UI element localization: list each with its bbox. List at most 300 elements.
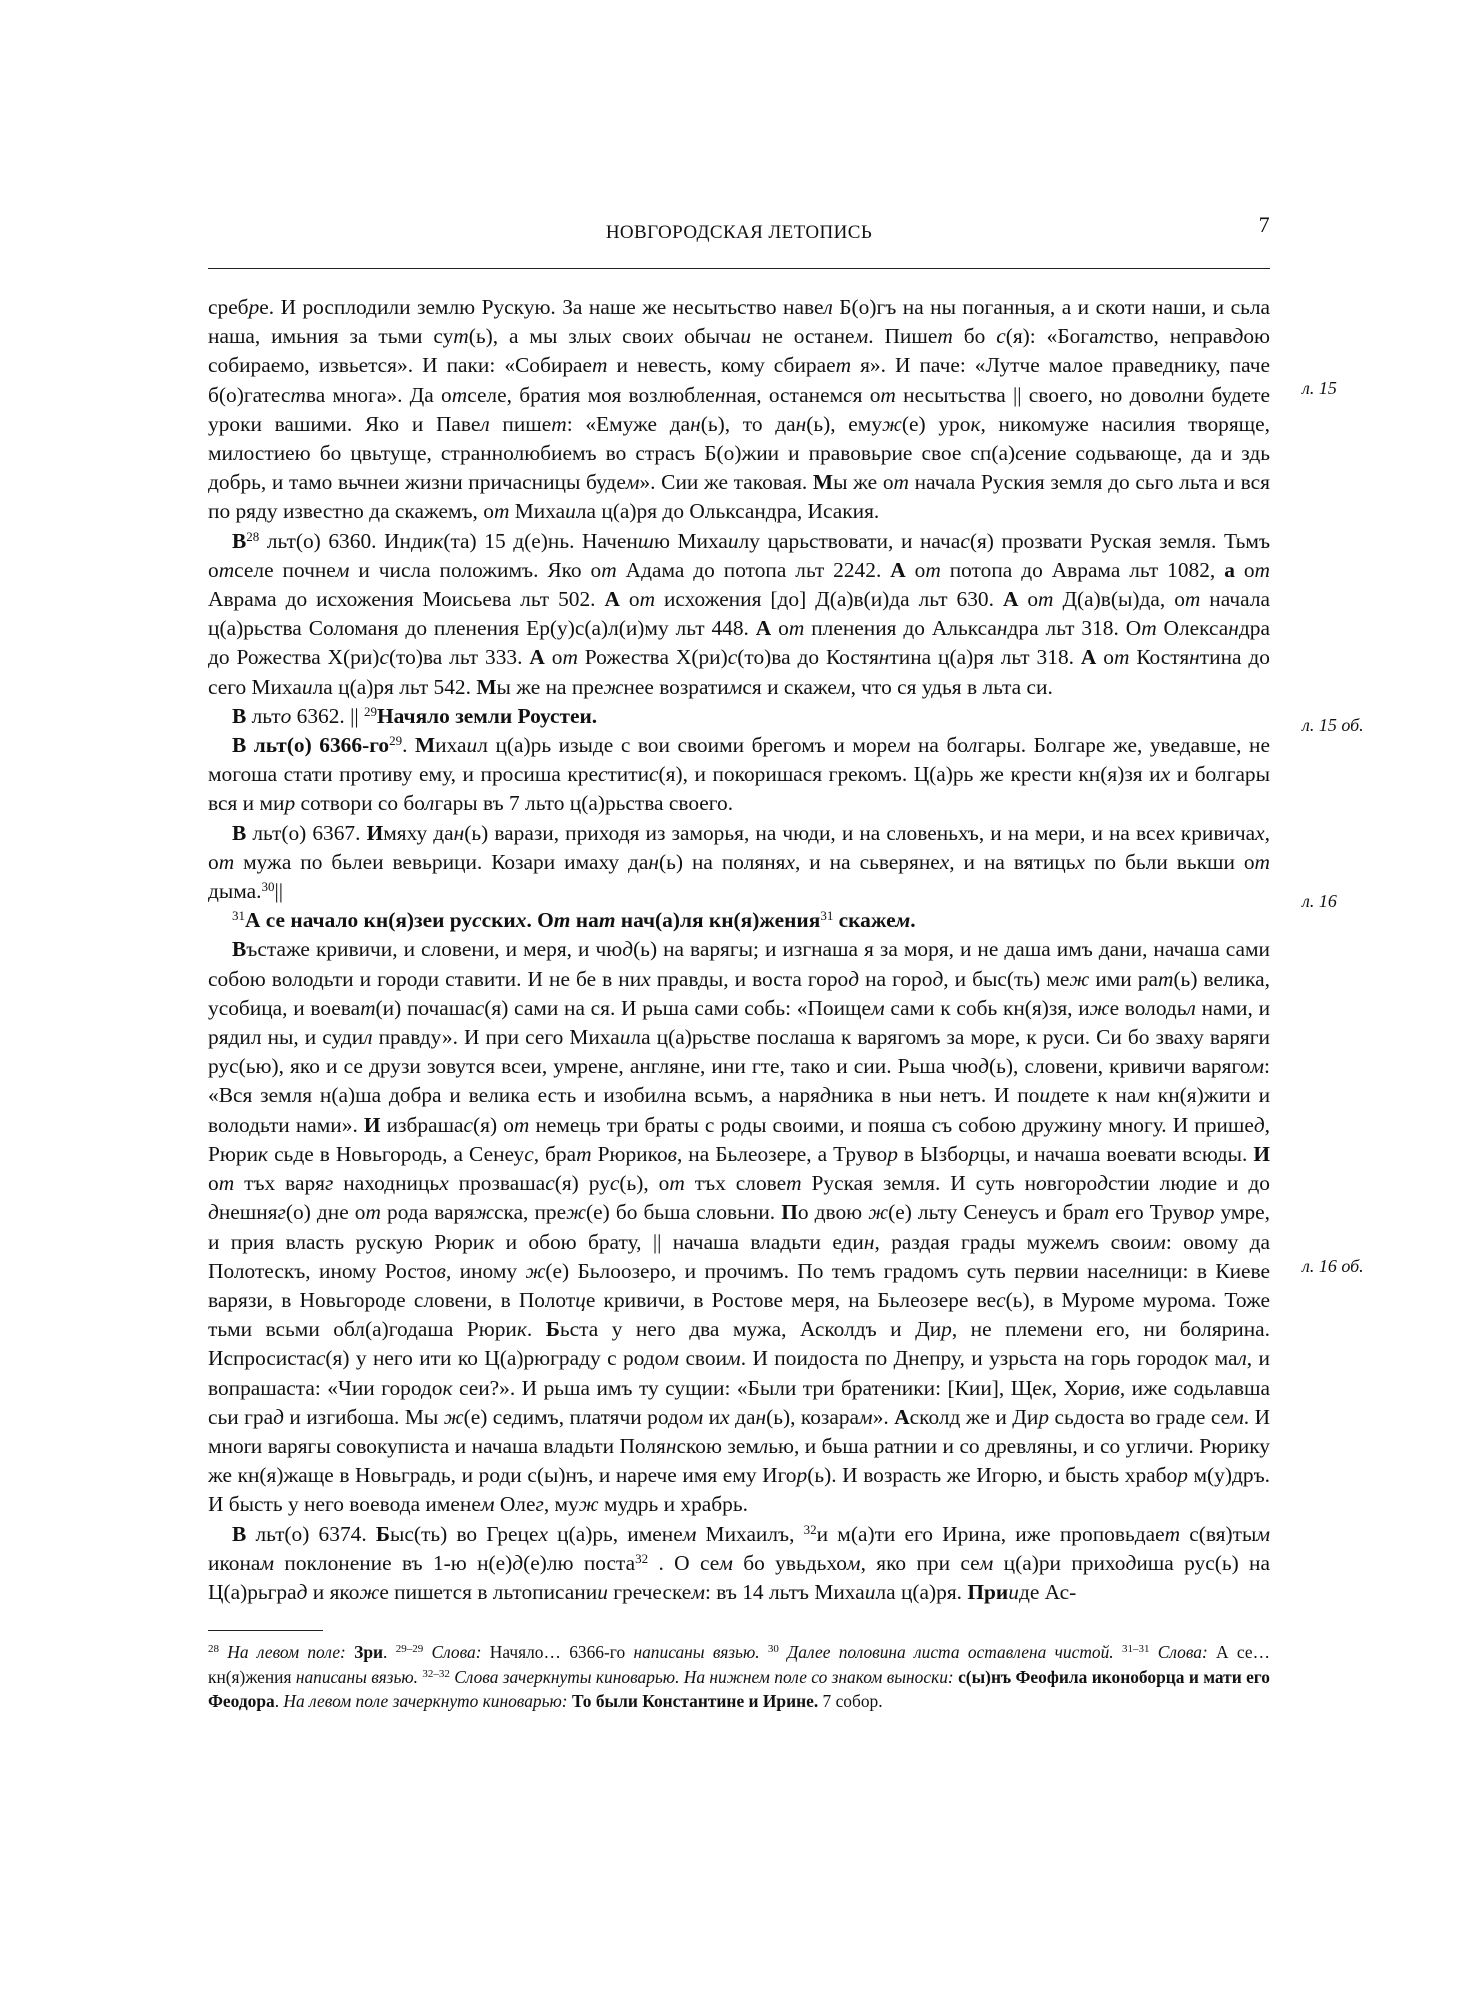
text-run: о двою (797, 1200, 869, 1225)
text-run: М (476, 674, 497, 699)
text-run: т (893, 470, 909, 495)
text-run: Оле (494, 1492, 536, 1517)
text-run: (ь), о (619, 1171, 670, 1196)
text-run: тъх слове (684, 1171, 787, 1196)
text-run: м (846, 1550, 861, 1575)
text-run: (е) Бьлоозеро, и прочимъ. По темъ градомъ суть пе (545, 1258, 1036, 1283)
text-run: л (968, 733, 978, 758)
text-run: Б (375, 1521, 391, 1546)
text-run: . (274, 1691, 284, 1711)
footnote-ref: 31 (232, 908, 245, 924)
text-run: ыс(ть) во Греце (390, 1521, 539, 1546)
text-run: т (937, 324, 953, 349)
text-run: т (451, 382, 468, 407)
text-run: Зри (354, 1642, 384, 1662)
text-run: с (379, 645, 389, 670)
text-run: ж (578, 1492, 599, 1517)
text-run: м (1074, 1229, 1089, 1254)
text-run: бо увьдьхо (732, 1550, 847, 1575)
text-run: л (1171, 382, 1182, 407)
text-run: т (1184, 587, 1201, 612)
text-run: : овому да Полотескъ, иному Росто (208, 1229, 1271, 1283)
text-run: т (1141, 616, 1157, 641)
text-run: с (597, 762, 608, 787)
text-run: (то)ва до Костя (737, 645, 879, 670)
text-run: д (848, 966, 860, 991)
text-run: (ь), в Муроме мурома. Тоже тьми всьми обл(а)годаша Рюри (208, 1287, 1270, 1342)
text-run: (ь), ему (806, 411, 883, 436)
text-run: т (1098, 324, 1115, 349)
text-run: (то)ва льт 333. (388, 645, 530, 670)
text-run: н (665, 1433, 677, 1458)
text-run: написаны вязью. (295, 1666, 418, 1687)
text-run: л (656, 1083, 666, 1108)
text-run: Руская земля. И суть н (801, 1171, 1037, 1196)
text-run: с (996, 1287, 1006, 1312)
text-run: т (925, 557, 941, 582)
text-run: д (512, 1550, 524, 1575)
text-run: р (1038, 1404, 1050, 1429)
footnote-ref: 29 (364, 703, 378, 719)
text-run: с (609, 1171, 620, 1196)
text-run: льт(о) 6367. (246, 820, 367, 845)
text-run: г (277, 1200, 286, 1225)
paragraph (208, 935, 1270, 1519)
paragraph (208, 527, 1270, 702)
text-run: да (729, 1404, 756, 1429)
footnote-ref: 31 (820, 908, 834, 924)
text-run: В (232, 1521, 247, 1546)
text-run: , и на сьверяне (795, 849, 940, 874)
text-run: м (1136, 1083, 1150, 1108)
text-run: к (1041, 1375, 1052, 1400)
text-run: с (474, 995, 485, 1020)
text-run: , и быс(ть) ме (943, 966, 1070, 991)
text-run: . (383, 1642, 396, 1662)
text-run: р (248, 295, 260, 319)
header-rule (208, 268, 1270, 269)
text-run (1114, 1642, 1122, 1662)
text-run: с (1015, 441, 1025, 466)
text-run: В (232, 703, 247, 728)
text-run: тъх варя (234, 1171, 325, 1196)
text-run: поклонение въ 1-ю н(е) (274, 1550, 513, 1575)
text-run: м (625, 470, 640, 495)
text-run: о (208, 1171, 219, 1196)
text-run: х (1075, 849, 1085, 874)
text-run: . И поидоста по Днепру, и узрьста на горь городо (740, 1346, 1199, 1371)
text-run: с (315, 1346, 326, 1371)
text-run: т (669, 1171, 685, 1196)
text-run: селе почне (234, 557, 336, 582)
text-run: х (1165, 820, 1175, 845)
text-run: Б(о)гъ на ны поганныя, а и скоти наши, и сьла наша, имьния за тьми су (208, 295, 1270, 349)
footnote-rule (208, 1630, 323, 1631)
text-run: т (1038, 587, 1054, 612)
text-run: ж (474, 1200, 494, 1225)
text-run: к (258, 1141, 269, 1166)
text-run: находниць (333, 1171, 440, 1196)
text-run: и изгибоша. Мы (283, 1404, 444, 1429)
footnote-ref: 30 (767, 1643, 779, 1655)
text-run: ника в ньи нетъ. И по (830, 1083, 1040, 1108)
text-run: свои (679, 1346, 728, 1371)
text-run: селе, братия моя возлюбле (467, 382, 715, 407)
text-run: де Ас- (1018, 1579, 1077, 1604)
text-run: Олекса (1156, 616, 1229, 641)
text-run: ». Сии же таковая. (639, 470, 813, 495)
text-run: д (932, 966, 944, 991)
text-run: прозваша (448, 1171, 546, 1196)
text-run: ими ра (1089, 966, 1158, 991)
text-run: иха (435, 733, 467, 758)
text-run: дра льт 318. О (1007, 616, 1142, 641)
text-run: нешня (218, 1200, 278, 1225)
text-run: иша рус(ь) на Ц(а)рьгра (208, 1550, 1270, 1604)
text-run: бо (952, 324, 997, 349)
text-run: ла ц(а)ря до Ольксандра, Исакия. (575, 499, 880, 524)
footnote-ref: 32 (635, 1550, 649, 1566)
text-run: А (604, 587, 620, 612)
text-run: т (835, 353, 852, 378)
text-run: с(ы)нъ Феофила иконоборца и мати его Феодора (208, 1666, 1270, 1711)
text-run: (ь). И возрасть же Игорю, и бысть храбо (807, 1463, 1178, 1488)
text-run: (ь), козара (766, 1404, 860, 1429)
text-run: (я) о (473, 1112, 514, 1137)
text-run: ою собираемо, извьется». И паки: «Собирае (208, 324, 1270, 378)
text-run: м (1256, 1521, 1270, 1546)
paragraph (208, 702, 1270, 731)
text-run: Д(а)в(ы)да, о (1053, 587, 1185, 612)
text-run: ла ц(а)ря. (875, 1579, 968, 1604)
text-run: ж (443, 1404, 464, 1429)
text-run: с (545, 1171, 555, 1196)
text-run: с (960, 528, 970, 553)
text-run: м (682, 1521, 697, 1546)
section-heading (208, 906, 1270, 935)
text-run: м (979, 1550, 994, 1575)
text-run: р (796, 1463, 808, 1488)
text-run: (ь) варази, приходя из заморья, на чюди, и на словеньхъ, и на мери, и на все (464, 820, 1166, 845)
running-title: НОВГОРОДСКАЯ ЛЕТОПИСЬ (605, 222, 873, 243)
text-run: ла ц(а)ря льт 542. (312, 674, 477, 699)
text-run: гары въ 7 льто ц(а)рьства своего. (434, 791, 734, 816)
text-run: и обою брату, || начаша владьти еди (494, 1229, 864, 1254)
text-run: (я): «Бога (1005, 324, 1099, 349)
text-run: (я) у него ити ко Ц(а)рюграду с родо (325, 1346, 666, 1371)
text-run: ж (1089, 995, 1110, 1020)
text-run: стии людие и до (1108, 1171, 1270, 1196)
footnotes (208, 1640, 1270, 1714)
text-run (760, 1642, 768, 1662)
text-run: м (719, 1550, 733, 1575)
text-run: А се… кн(я)жения (208, 1642, 1270, 1687)
text-run: д (820, 1083, 831, 1108)
text-run: рода варя (380, 1200, 475, 1225)
text-run: среб (208, 295, 249, 319)
text-run: и (466, 733, 478, 758)
text-run: р (284, 791, 296, 816)
text-run: сотвори со бо (295, 791, 425, 816)
text-run: (е) бо бьша словьни. (586, 1200, 782, 1225)
text-run: х (939, 849, 950, 874)
text-run: начала Руския земля до сьго льта и вся по ряду известно да скажемъ, о (208, 470, 1270, 524)
text-run: сьде в Новьгородь, а Сенеу (268, 1141, 525, 1166)
text-run: и (740, 324, 752, 349)
text-run: И (363, 1112, 381, 1137)
text-run: х (439, 1171, 449, 1196)
text-run: и (301, 674, 313, 699)
text-run: и (864, 1579, 876, 1604)
text-run: на (570, 908, 599, 933)
text-run: ение содьвающе, да и здь добрь, и тамо вьчнеи жизни причасницы буде (208, 441, 1270, 495)
text-run: о (1234, 557, 1255, 582)
text-run: д (1232, 324, 1244, 349)
running-head (208, 212, 1270, 247)
text-run: ы же о (833, 470, 894, 495)
text-run: т (880, 382, 896, 407)
text-run: ски (481, 908, 516, 933)
text-run: сколд же и Ди (909, 1404, 1039, 1429)
paragraph (208, 293, 1270, 527)
text-run: л (425, 791, 435, 816)
text-run: . И мноrи варягы совокуписта и начаша владьти Поля (208, 1404, 1271, 1458)
text-run: (ь), то да (700, 411, 796, 436)
text-run: ная, останем (725, 382, 844, 407)
text-run: д (978, 1054, 989, 1079)
text-run: я». И паче: «Лутче малое праведнику, паче б(о)гатес (208, 353, 1271, 407)
text-run: е володь (1109, 995, 1187, 1020)
text-run: р (887, 1141, 898, 1166)
text-run: с (843, 382, 853, 407)
text-run: ска, пре (494, 1200, 567, 1225)
text-run: ы же на пре (496, 674, 604, 699)
text-run: кривича (1174, 820, 1256, 845)
text-run: н (714, 382, 726, 407)
text-run: м(у)дръ. И бысть у него воевода имене (208, 1463, 1270, 1517)
text-run: м (1250, 1054, 1265, 1079)
text-run: я о (852, 382, 881, 407)
text-run: , раздая грады муже (874, 1229, 1075, 1254)
text-run: (я) сами на ся. И рьша сами собь: «Поище (484, 995, 871, 1020)
text-run: Рожества Х(ри) (577, 645, 728, 670)
text-run: ьста у него два мужа, Асколдъ и Ди (559, 1317, 942, 1342)
text-run: т (1254, 849, 1270, 874)
text-run: д (1097, 1171, 1108, 1196)
text-run: мудрь и храбрь. (598, 1492, 748, 1517)
text-run: А (755, 616, 772, 641)
text-run: ж (525, 1258, 546, 1283)
text-run: 7 собор. (818, 1691, 883, 1711)
text-run: П (781, 1200, 798, 1225)
text-run: А (894, 1404, 910, 1429)
text-run: тина ц(а)ря льт 318. (889, 645, 1081, 670)
text-run: Далее половина листа оставлена чистой. (778, 1642, 1114, 1662)
text-run: и (1008, 1579, 1019, 1604)
text-run: и м(а)ти его Ирина, иже проповьдае (816, 1521, 1165, 1546)
text-run: написаны вязью. (633, 1642, 760, 1662)
text-run: (ь) велика, усобица, и воева (208, 966, 1270, 1020)
text-run: ж (603, 674, 624, 699)
paragraph (208, 1520, 1270, 1608)
text-run (346, 1642, 354, 1662)
text-run: х (641, 966, 651, 991)
text-run: т (290, 382, 306, 407)
text-run: льт(о) 6360. Инди (259, 528, 434, 553)
text-run: , не племени его, ни болярина. Испросиста (208, 1317, 1270, 1371)
text-run: нами, и рядил ны, и суди (208, 995, 1271, 1050)
text-run: м (727, 1346, 741, 1371)
text-run: немець три браты с роды своими, и пояша съ собою дружину многу. И пришe (529, 1112, 1254, 1137)
text-run: м (859, 1404, 873, 1429)
text-run: Михаилъ, (696, 1521, 804, 1546)
text-run: д (273, 1404, 284, 1429)
text-run: . (910, 908, 916, 933)
text-run: е кривичи, в Ростове меря, на Бьлеозере ве (585, 1287, 997, 1312)
text-run: и (1039, 1083, 1051, 1108)
text-run: о (905, 557, 926, 582)
text-run: л (1186, 995, 1196, 1020)
text-run: (е)лю поста (523, 1550, 636, 1575)
text-run: обыча (673, 324, 741, 349)
text-run: То были Константине и Ирине. (571, 1691, 819, 1711)
text-run: о (1096, 645, 1114, 670)
text-run: о (619, 587, 640, 612)
text-run: о (280, 703, 292, 728)
text-run: || (274, 879, 284, 904)
text-run: . О (526, 908, 554, 933)
text-run: с (996, 324, 1006, 349)
text-run: м (854, 324, 869, 349)
text-run: , никомуже насилия творяще, милостиею бо цвьтуще, страннолюбиемъ во страсъ Б(о)жии и правовьрие свое сп(а) (208, 411, 1270, 466)
text-run: , что ся удья в льта си. (850, 674, 1053, 699)
text-run: м (728, 674, 743, 699)
text-run: т (1093, 1200, 1110, 1225)
text-run: кн(я)жити и володьти нами». (208, 1083, 1271, 1137)
text-run: н (755, 1404, 767, 1429)
text-run: . О се (648, 1550, 720, 1575)
text-run: , Хори (1051, 1375, 1111, 1400)
text-run: к (484, 1229, 495, 1254)
text-run: т (562, 645, 578, 670)
text-run: ъстаже кривичи, и словени, и меря, и чю (246, 937, 623, 962)
text-run: А (1080, 645, 1097, 670)
text-run: пише (489, 411, 552, 436)
text-run: ва многа». Да о (305, 382, 452, 407)
text-run: исхожения [до] Д(а)в(и)да льт 630. (655, 587, 1003, 612)
text-run: и невесть, кому сбирае (607, 353, 836, 378)
text-run: икона (208, 1550, 261, 1575)
text-run: льт (246, 703, 281, 728)
text-run: н (453, 820, 465, 845)
text-run: т (1254, 557, 1270, 582)
text-run: сьдоста во граде се (1049, 1404, 1231, 1429)
text-run: т (493, 499, 510, 524)
text-run: м (691, 1579, 705, 1604)
text-run: , иному (445, 1258, 526, 1283)
text-run: (ь) на поляня (659, 849, 786, 874)
text-run: льт(о) 6374. (246, 1521, 376, 1546)
text-run: м (871, 995, 885, 1020)
text-run: и (619, 1025, 631, 1050)
text-run: (о) дне о (285, 1200, 366, 1225)
text-run: к (433, 528, 444, 553)
text-run: н (863, 1229, 875, 1254)
text-run: : въ 14 льтъ Миха (704, 1579, 865, 1604)
text-run: умре, и прия власть рускую Рюри (208, 1200, 1271, 1254)
footnote-ref: 32 (803, 1521, 817, 1537)
text-run: с(вя)ты (1180, 1521, 1257, 1546)
text-run: на горо (859, 966, 933, 991)
text-run: тина до сего Миха (208, 645, 1271, 699)
text-run: (е) льту Сенеусъ и бра (888, 1200, 1094, 1225)
text-run: начала ц(а)рьства Соломаня до пленения Ер(у)с(а)л(и)му льт 448. (208, 587, 1270, 641)
text-run: на всьмъ, а наря (665, 1083, 820, 1108)
text-run: , му (543, 1492, 579, 1517)
text-run: правды, и воста горо (650, 966, 849, 991)
text-run: вгоро (1046, 1171, 1098, 1196)
footnote-ref: 31–31 (1121, 1643, 1150, 1655)
text-run: Начяло земли Роустеи. (377, 703, 598, 728)
text-run: х (663, 324, 674, 349)
text-run: В (232, 820, 247, 845)
text-run: и числа положимъ. Яко о (349, 557, 602, 582)
text-run: и (703, 1404, 721, 1429)
text-run: 6362. || (291, 703, 365, 728)
text-run: т (788, 616, 805, 641)
text-run: х (538, 1521, 548, 1546)
margin-note-folio: л. 15 об. (1302, 715, 1364, 735)
text-run: д (1253, 1112, 1265, 1137)
text-run: дете к на (1050, 1083, 1137, 1108)
text-run: л (1237, 1346, 1247, 1371)
text-run: (та) 15 д(е)нь. Начен (443, 528, 638, 553)
margin-note-folio: л. 16 об. (1302, 1256, 1364, 1276)
text-run: Начяло… 6366-го (481, 1642, 634, 1662)
text-run: на бо (910, 733, 969, 758)
text-run: р (941, 1317, 952, 1342)
text-run: м (260, 1550, 275, 1575)
text-run: скою зем (676, 1433, 759, 1458)
text-run: правду». И при сего Миха (372, 1025, 620, 1050)
text-run: р (1177, 1463, 1188, 1488)
text-run: , яко при се (860, 1550, 980, 1575)
text-run: по бьли вькши о (1085, 849, 1255, 874)
footnote-ref: 29 (389, 733, 403, 749)
text-run: И (1253, 1141, 1270, 1166)
margin-note-folio: л. 15 (1302, 378, 1337, 398)
text-run: с (472, 908, 482, 933)
text-run: , о (208, 820, 1270, 874)
text-run: нач(а)ля кн(я)жения (615, 908, 821, 933)
text-run: (я) прозвати Руская земля. Тьмъ о (208, 528, 1271, 582)
text-run: мяху да (383, 820, 454, 845)
text-run: несытьства || своего, но дово (895, 382, 1172, 407)
text-run: х (601, 324, 612, 349)
text-run: , на Бьлеозере, а Труво (676, 1141, 888, 1166)
text-run: Аврама до исхожения Моисьева льт 502. (208, 587, 605, 612)
text-run: . (402, 733, 415, 758)
text-run: в Ызбо (897, 1141, 969, 1166)
text-run: нее возрати (623, 674, 729, 699)
text-run: е. И росплодили землю Рускую. За наше же несытьство наве (259, 295, 824, 319)
text-run: к (516, 1317, 527, 1342)
text-run: н (648, 849, 659, 874)
text-run: Слова: (1149, 1642, 1208, 1662)
text-run: ью, и бьша ратнии и со древляны, и со угличи. Рюрику же кн(я)жащe в Новьградь, и роди с(ы)нъ, и нарече имя ему Иго (208, 1433, 1270, 1488)
text-run: е пишется в льтописани (379, 1579, 598, 1604)
text-run: ш (637, 528, 654, 553)
